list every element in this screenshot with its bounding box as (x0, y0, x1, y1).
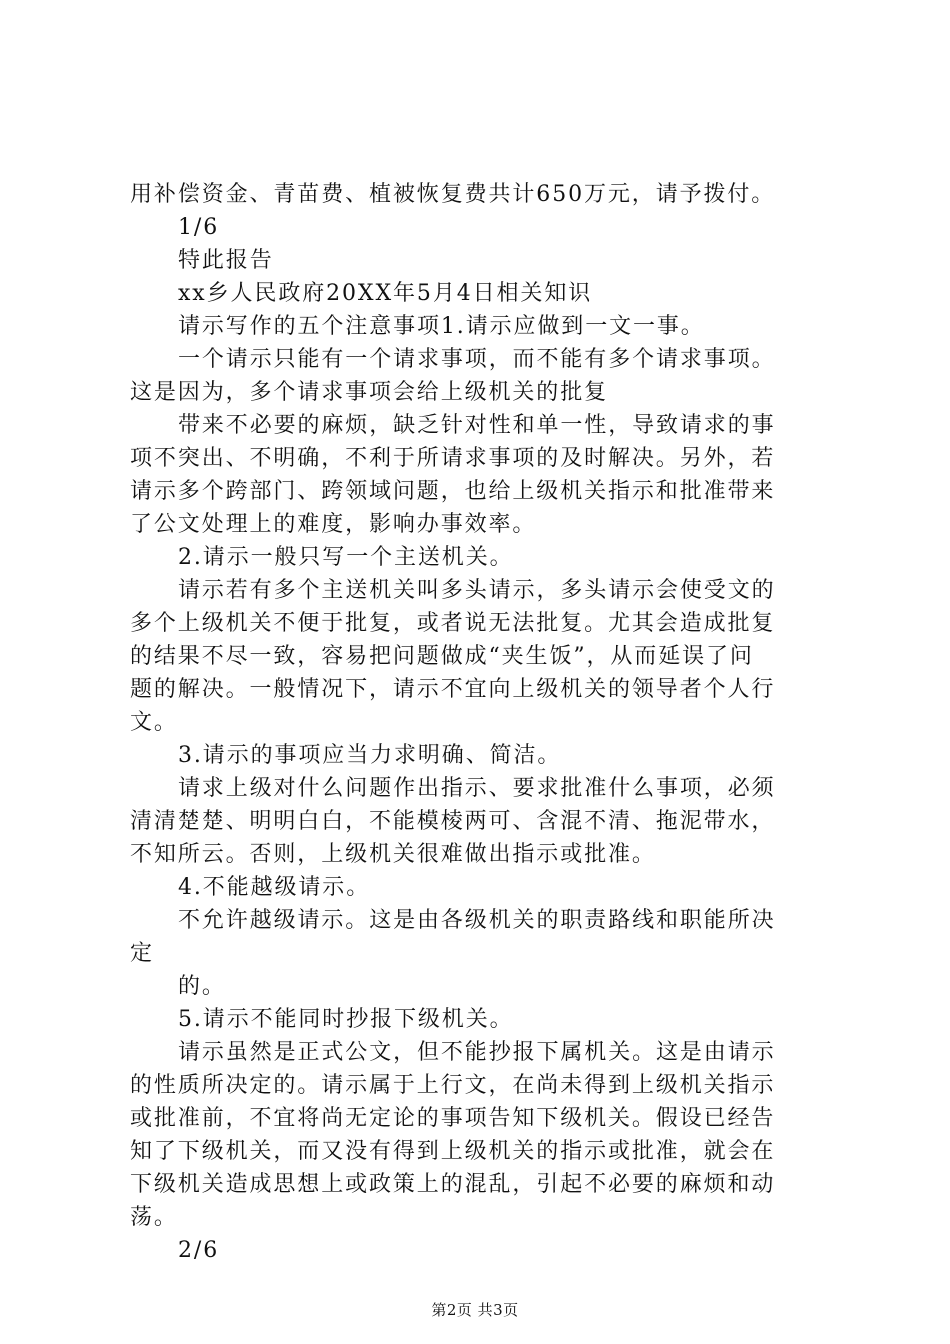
body-line: 文。 (130, 710, 178, 735)
section-heading: 请示写作的五个注意事项1.请示应做到一文一事。 (178, 314, 705, 339)
body-line: 的性质所决定的。请示属于上行文，在尚未得到上级机关指示 (130, 1073, 776, 1098)
body-line: 多个上级机关不便于批复，或者说无法批复。尤其会造成批复 (130, 611, 776, 636)
body-line: 请示虽然是正式公文，但不能抄报下属机关。这是由请示 (178, 1040, 776, 1065)
body-line: 题的解决。一般情况下，请示不宜向上级机关的领导者个人行 (130, 677, 776, 702)
page-marker: 1/6 (178, 215, 220, 240)
body-line: 了公文处理上的难度，影响办事效率。 (130, 512, 537, 537)
body-line: 的结果不尽一致，容易把问题做成“夹生饭”，从而延误了问 (130, 644, 754, 669)
section-heading: 4.不能越级请示。 (178, 875, 371, 900)
body-line: 用补偿资金、青苗费、植被恢复费共计650万元，请予拨付。 (130, 182, 776, 207)
section-heading: 3.请示的事项应当力求明确、简洁。 (178, 743, 562, 768)
page-marker: 2/6 (178, 1238, 220, 1263)
page-footer: 第2页 共3页 (431, 1301, 519, 1319)
body-line: 定 (130, 941, 154, 966)
body-line: 的。 (178, 974, 226, 999)
body-line: 请示多个跨部门、跨领域问题，也给上级机关指示和批准带来 (130, 479, 776, 504)
body-line: 荡。 (130, 1205, 178, 1230)
body-line: 下级机关造成思想上或政策上的混乱，引起不必要的麻烦和动 (130, 1172, 776, 1197)
body-line: 一个请示只能有一个请求事项，而不能有多个请求事项。 (178, 347, 776, 372)
body-line: 不允许越级请示。这是由各级机关的职责路线和职能所决 (178, 908, 776, 933)
body-line: 项不突出、不明确，不利于所请求事项的及时解决。另外，若 (130, 446, 776, 471)
body-line: 或批准前，不宜将尚无定论的事项告知下级机关。假设已经告 (130, 1106, 776, 1131)
section-heading: 2.请示一般只写一个主送机关。 (178, 545, 514, 570)
body-line: 这是因为，多个请求事项会给上级机关的批复 (130, 380, 609, 405)
body-line: xx乡人民政府20XX年5月4日相关知识 (178, 281, 593, 306)
body-line: 带来不必要的麻烦，缺乏针对性和单一性，导致请求的事 (178, 413, 776, 438)
body-line: 知了下级机关，而又没有得到上级机关的指示或批准，就会在 (130, 1139, 776, 1164)
body-line: 不知所云。否则，上级机关很难做出指示或批准。 (130, 842, 656, 867)
body-line: 请示若有多个主送机关叫多头请示，多头请示会使受文的 (178, 578, 776, 603)
body-line: 特此报告 (178, 248, 274, 273)
body-line: 清清楚楚、明明白白，不能模棱两可、含混不清、拖泥带水， (130, 809, 776, 834)
body-line: 请求上级对什么问题作出指示、要求批准什么事项，必须 (178, 776, 776, 801)
section-heading: 5.请示不能同时抄报下级机关。 (178, 1007, 514, 1032)
